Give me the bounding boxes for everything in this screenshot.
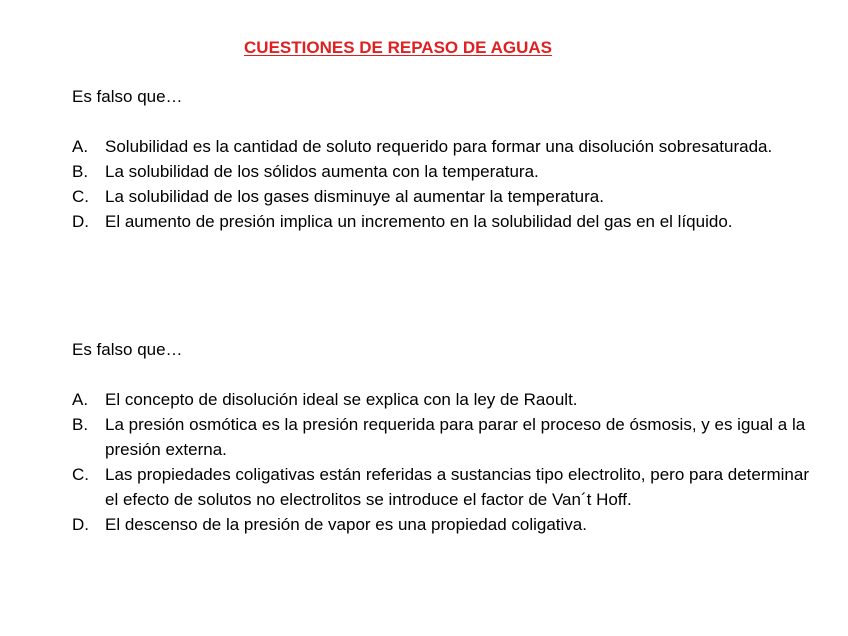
option-text: La presión osmótica es la presión requerida para parar el proceso de ósmosis, y es igual a la presión externa. (105, 415, 806, 459)
option-text: La solubilidad de los gases disminuye al aumentar la temperatura. (105, 187, 604, 206)
option-d (72, 512, 812, 537)
document-title: CUESTIONES DE REPASO DE AGUAS (244, 38, 552, 57)
option-letter: A. (72, 390, 89, 409)
option-list (72, 134, 812, 234)
option-text: El descenso de la presión de vapor es una propiedad coligativa. (105, 515, 587, 534)
question-prompt: Es falso que… (72, 340, 183, 359)
option-letter: C. (72, 187, 89, 206)
option-letter: D. (72, 515, 89, 534)
option-letter: B. (72, 415, 89, 434)
option-c (72, 462, 812, 512)
option-text: El concepto de disolución ideal se explica con la ley de Raoult. (105, 390, 578, 409)
option-letter: C. (72, 465, 89, 484)
option-b (72, 159, 812, 184)
option-text: Las propiedades coligativas están referidas a sustancias tipo electrolito, pero para determinar el efecto de solutos no electrolitos se introduce el factor de Van´t Hoff. (105, 465, 810, 509)
option-text: El aumento de presión implica un incremento en la solubilidad del gas en el líquido. (105, 212, 733, 231)
option-text: La solubilidad de los sólidos aumenta con la temperatura. (105, 162, 539, 181)
option-list (72, 387, 812, 537)
question-prompt: Es falso que… (72, 87, 183, 106)
option-text: Solubilidad es la cantidad de soluto requerido para formar una disolución sobresaturada. (105, 137, 773, 156)
option-letter: B. (72, 162, 89, 181)
option-letter: D. (72, 212, 89, 231)
question-1 (72, 84, 812, 234)
option-b (72, 412, 812, 462)
option-a (72, 387, 812, 412)
option-d (72, 209, 812, 234)
option-letter: A. (72, 137, 89, 156)
option-c (72, 184, 812, 209)
option-a (72, 134, 812, 159)
question-2 (72, 337, 812, 537)
